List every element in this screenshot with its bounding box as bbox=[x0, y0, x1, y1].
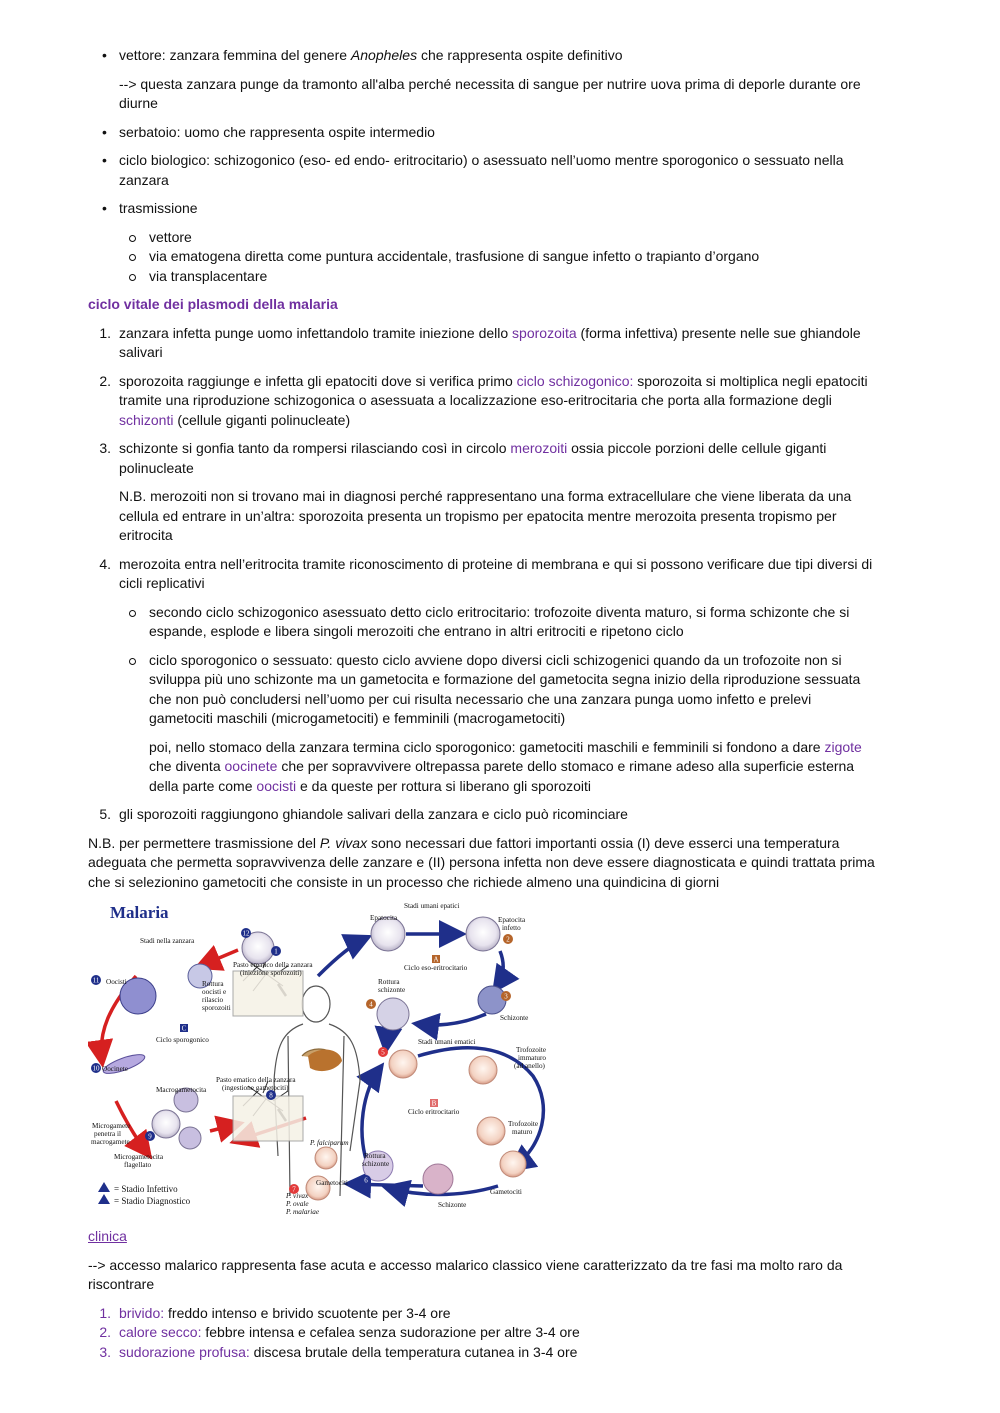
clinica-link[interactable]: clinica bbox=[88, 1228, 127, 1244]
svg-text:(ad anello): (ad anello) bbox=[514, 1062, 545, 1070]
svg-text:Rottura: Rottura bbox=[378, 978, 400, 986]
cycle-step-3-note: N.B. merozoiti non si trovano mai in diagnosi perché rappresentano una forma extracellulare che viene liberata da una cellula ed entrare in un’altra: sporozoita presenta un tropismo per epatocita mentre merozoita presenta tropismo per eritrocita bbox=[119, 488, 852, 543]
svg-text:Trofozoite: Trofozoite bbox=[516, 1046, 547, 1054]
ruptured-schizont-cell bbox=[377, 998, 409, 1030]
svg-text:2: 2 bbox=[506, 935, 510, 944]
bullet-marker: • bbox=[102, 47, 107, 63]
svg-text:schizonte: schizonte bbox=[362, 1160, 390, 1168]
svg-text:P. falciparum: P. falciparum bbox=[310, 1139, 349, 1147]
svg-text:maturo: maturo bbox=[512, 1128, 533, 1136]
ookinete-cell bbox=[101, 1051, 146, 1077]
schizont-cell bbox=[478, 986, 506, 1014]
clinica-phase: 2. calore secco: febbre intensa e cefalea senza sudorazione per altre 3-4 ore bbox=[99, 1324, 580, 1340]
svg-text:3: 3 bbox=[504, 992, 508, 1001]
svg-text:C: C bbox=[181, 1024, 187, 1033]
svg-text:oocisti e: oocisti e bbox=[202, 988, 227, 996]
schizont-rbc-cell bbox=[423, 1164, 453, 1194]
list-item-via: via ematogena diretta come puntura accidentale, trasfusione di sangue infetto o trapianto d’organo bbox=[88, 247, 878, 267]
diagram-title: Malaria bbox=[110, 903, 169, 922]
svg-text:Stadi umani epatici: Stadi umani epatici bbox=[404, 902, 460, 910]
svg-text:Ciclo eso-eritrocitario: Ciclo eso-eritrocitario bbox=[404, 964, 468, 972]
infective-stage-icon bbox=[98, 1182, 110, 1192]
cycle-heading: ciclo vitale dei plasmodi della malaria bbox=[88, 296, 338, 312]
svg-text:4: 4 bbox=[369, 1000, 373, 1009]
arrow-blue bbox=[318, 938, 366, 976]
svg-text:7: 7 bbox=[292, 1185, 296, 1194]
gametocyte-cell bbox=[500, 1151, 526, 1177]
arrow-blue bbox=[418, 1014, 486, 1025]
svg-text:Gametociti: Gametociti bbox=[490, 1188, 522, 1196]
microgametocyte-cell bbox=[179, 1127, 201, 1149]
svg-text:A: A bbox=[433, 955, 439, 964]
cycle-letter-badges bbox=[180, 955, 440, 1108]
diagram-legend bbox=[98, 1182, 191, 1206]
svg-text:Epatocita: Epatocita bbox=[498, 916, 526, 924]
svg-text:(ingestione gametociti): (ingestione gametociti) bbox=[222, 1084, 289, 1092]
clinica-section bbox=[88, 1227, 878, 1362]
arrow-blue bbox=[386, 1031, 388, 1048]
svg-text:Trofozoite: Trofozoite bbox=[508, 1120, 539, 1128]
clinica-phase: 1. brivido: freddo intenso e brivido scuotente per 3-4 ore bbox=[99, 1304, 451, 1321]
svg-text:5: 5 bbox=[381, 1048, 385, 1057]
arrow-blue bbox=[496, 951, 503, 988]
svg-text:Macrogametocita: Macrogametocita bbox=[156, 1086, 207, 1094]
svg-text:P. vivax: P. vivax bbox=[286, 1192, 309, 1200]
svg-text:flagellato: flagellato bbox=[124, 1161, 152, 1169]
malaria-life-cycle-diagram bbox=[88, 896, 558, 1216]
svg-text:(iniezione sporozoiti): (iniezione sporozoiti) bbox=[240, 969, 302, 977]
svg-text:Rottura: Rottura bbox=[364, 1152, 386, 1160]
microgamete-cell bbox=[152, 1110, 180, 1138]
svg-text:8: 8 bbox=[269, 1091, 273, 1100]
svg-text:B: B bbox=[431, 1099, 437, 1108]
arrow-blue bbox=[350, 1184, 423, 1186]
svg-text:rilascio: rilascio bbox=[202, 996, 224, 1004]
svg-text:Epatocita: Epatocita bbox=[370, 914, 398, 922]
svg-text:Rottura: Rottura bbox=[202, 980, 224, 988]
list-item-vettore: • vettore: zanzara femmina del genere Anopheles che rappresenta ospite definitivo bbox=[88, 46, 878, 66]
cycle-step-4b-continued: poi, nello stomaco della zanzara termina ciclo sporogonico: gametociti maschili e femminili si fondono a dare zigote che diventa oocinete che per sopravvivere oltrepassa parete dello stomaco e rimane adeso alla superficie esterna della parte come oocisti e da queste per rottura si liberano gli sporozoiti bbox=[149, 738, 862, 794]
list-item-serbatoio: • serbatoio: uomo che rappresenta ospite intermedio bbox=[102, 123, 435, 140]
document-page bbox=[88, 46, 878, 892]
svg-text:Ciclo sporogonico: Ciclo sporogonico bbox=[156, 1036, 209, 1044]
clinica-phase: 3. sudorazione profusa: discesa brutale della temperatura cutanea in 3-4 ore bbox=[99, 1343, 578, 1360]
svg-text:6: 6 bbox=[364, 1176, 368, 1185]
infected-hepatocyte-cell bbox=[466, 917, 500, 951]
cycle-steps-list bbox=[88, 324, 878, 825]
svg-text:Oocinete: Oocinete bbox=[102, 1065, 128, 1073]
list-item-via: vettore bbox=[88, 228, 878, 248]
liver-icon bbox=[308, 1050, 342, 1071]
svg-text:sporozoiti: sporozoiti bbox=[202, 1004, 231, 1012]
mature-trophozoite-cell bbox=[477, 1117, 505, 1145]
svg-text:Ciclo eritrocitario: Ciclo eritrocitario bbox=[408, 1108, 460, 1116]
ring-trophozoite-cell bbox=[469, 1056, 497, 1084]
svg-text:Pasto ematico della zanzara: Pasto ematico della zanzara bbox=[233, 961, 313, 969]
list-item-ciclo-biologico: • ciclo biologico: schizogonico (eso- ed endo- eritrocitario) o asessuato nell’uomo mentre sporogonico o sessuato nella zanzara bbox=[102, 152, 844, 188]
svg-text:penetra il: penetra il bbox=[94, 1130, 121, 1138]
svg-text:immaturo: immaturo bbox=[518, 1054, 546, 1062]
svg-text:= Stadio Diagnostico: = Stadio Diagnostico bbox=[114, 1196, 191, 1206]
cycle-step-3: 3. schizonte si gonfia tanto da rompersi rilasciando così in circolo merozoiti ossia piccole porzioni delle cellule giganti polinucleate bbox=[99, 440, 827, 476]
cycle-step-4: 4. merozoita entra nell’eritrocita tramite riconoscimento di proteine di membrana e qui si possono verificare due tipi diversi di cicli replicativi bbox=[99, 555, 873, 591]
list-item-via: via transplacentare bbox=[88, 267, 878, 287]
svg-text:11: 11 bbox=[92, 976, 100, 985]
svg-text:Microgamete: Microgamete bbox=[92, 1122, 131, 1130]
svg-text:Stadi umani ematici: Stadi umani ematici bbox=[418, 1038, 476, 1046]
transmission-list bbox=[88, 46, 878, 66]
list-item-trasmissione: • trasmissione bbox=[102, 200, 198, 216]
cycle-step-5: 5. gli sporozoiti raggiungono ghiandole salivari della zanzara e ciclo può ricominciare bbox=[99, 806, 628, 822]
svg-text:9: 9 bbox=[148, 1132, 152, 1141]
svg-text:P. ovale: P. ovale bbox=[286, 1200, 309, 1208]
svg-text:P. malariae: P. malariae bbox=[286, 1208, 320, 1216]
svg-text:macrogamete: macrogamete bbox=[91, 1138, 130, 1146]
cycle-step-1: 1. zanzara infetta punge uomo infettandolo tramite iniezione dello sporozoita (forma infettiva) presente nelle sue ghiandole salivari bbox=[99, 324, 861, 360]
cycle-step-4a: secondo ciclo schizogonico asessuato detto ciclo eritrocitario: trofozoite diventa maturo, si forma schizonte che si espande, esplode e libera singoli merozoiti che entrano in altri eritrociti e ripetono ciclo bbox=[88, 603, 878, 642]
svg-text:Oocisti: Oocisti bbox=[106, 978, 127, 986]
svg-text:Gametociti: Gametociti bbox=[316, 1179, 348, 1187]
svg-text:infetto: infetto bbox=[502, 924, 521, 932]
clinica-phases-list bbox=[88, 1304, 878, 1363]
svg-text:Schizonte: Schizonte bbox=[438, 1201, 467, 1209]
svg-text:Microgametocita: Microgametocita bbox=[114, 1153, 164, 1161]
svg-text:1: 1 bbox=[274, 947, 278, 956]
cycle-step-2: 2. sporozoita raggiunge e infetta gli epatociti dove si verifica primo ciclo schizogonico: sporozoita si moltiplica negli epatociti tramite una riproduzione schizogonica o asessuata a localizzazione eso-eritrocitaria che porta alla formazione degli schizonti (cellule giganti polinucleate) bbox=[99, 372, 868, 428]
svg-text:10: 10 bbox=[92, 1064, 100, 1073]
diagnostic-stage-icon bbox=[98, 1194, 110, 1204]
red-blood-cell bbox=[389, 1050, 417, 1078]
nb-vivax: N.B. per permettere trasmissione del P. vivax sono necessari due fattori importanti ossia (I) deve esserci una temperatura adeguata che permetta sopravvivenza delle zanzare e (II) persona infetta non deve essere diagnosticata e quindi trattata prima che si selezionino gametociti che consiste in un processo che richiede almeno una quindicina di giorni bbox=[88, 834, 875, 890]
vettore-note: --> questa zanzara punge da tramonto all'alba perché necessita di sangue per nutrire uova prima di deporle durante ore diurne bbox=[119, 75, 861, 111]
svg-text:schizonte: schizonte bbox=[378, 986, 406, 994]
svg-text:Schizonte: Schizonte bbox=[500, 1014, 529, 1022]
svg-text:Pasto ematico della zanzara: Pasto ematico della zanzara bbox=[216, 1076, 296, 1084]
clinica-intro: --> accesso malarico rappresenta fase acuta e accesso malarico classico viene caratterizzato da tre fasi ma molto raro da riscontrare bbox=[88, 1256, 843, 1292]
svg-text:Stadi nella zanzara: Stadi nella zanzara bbox=[140, 937, 195, 945]
falciparum-gametocyte bbox=[315, 1147, 337, 1169]
vie-trasmissione-list bbox=[88, 228, 878, 287]
svg-text:= Stadio Infettivo: = Stadio Infettivo bbox=[114, 1184, 178, 1194]
cycle-step-4b: ciclo sporogonico o sessuato: questo ciclo avviene dopo diversi cicli schizogenici quando da un trofozoite non si sviluppa più uno schizonte ma un gametocita e formazione del gametocita segna inizio della riproduzione sessuata che non può concludersi nell’uomo per cui risulta necessario che una zanzara punga uomo infetto e prelevi gametociti maschili (microgametociti) e femminili (macrogametociti) bbox=[88, 651, 878, 729]
hepatocyte-cell bbox=[371, 917, 405, 951]
svg-text:12: 12 bbox=[242, 929, 250, 938]
